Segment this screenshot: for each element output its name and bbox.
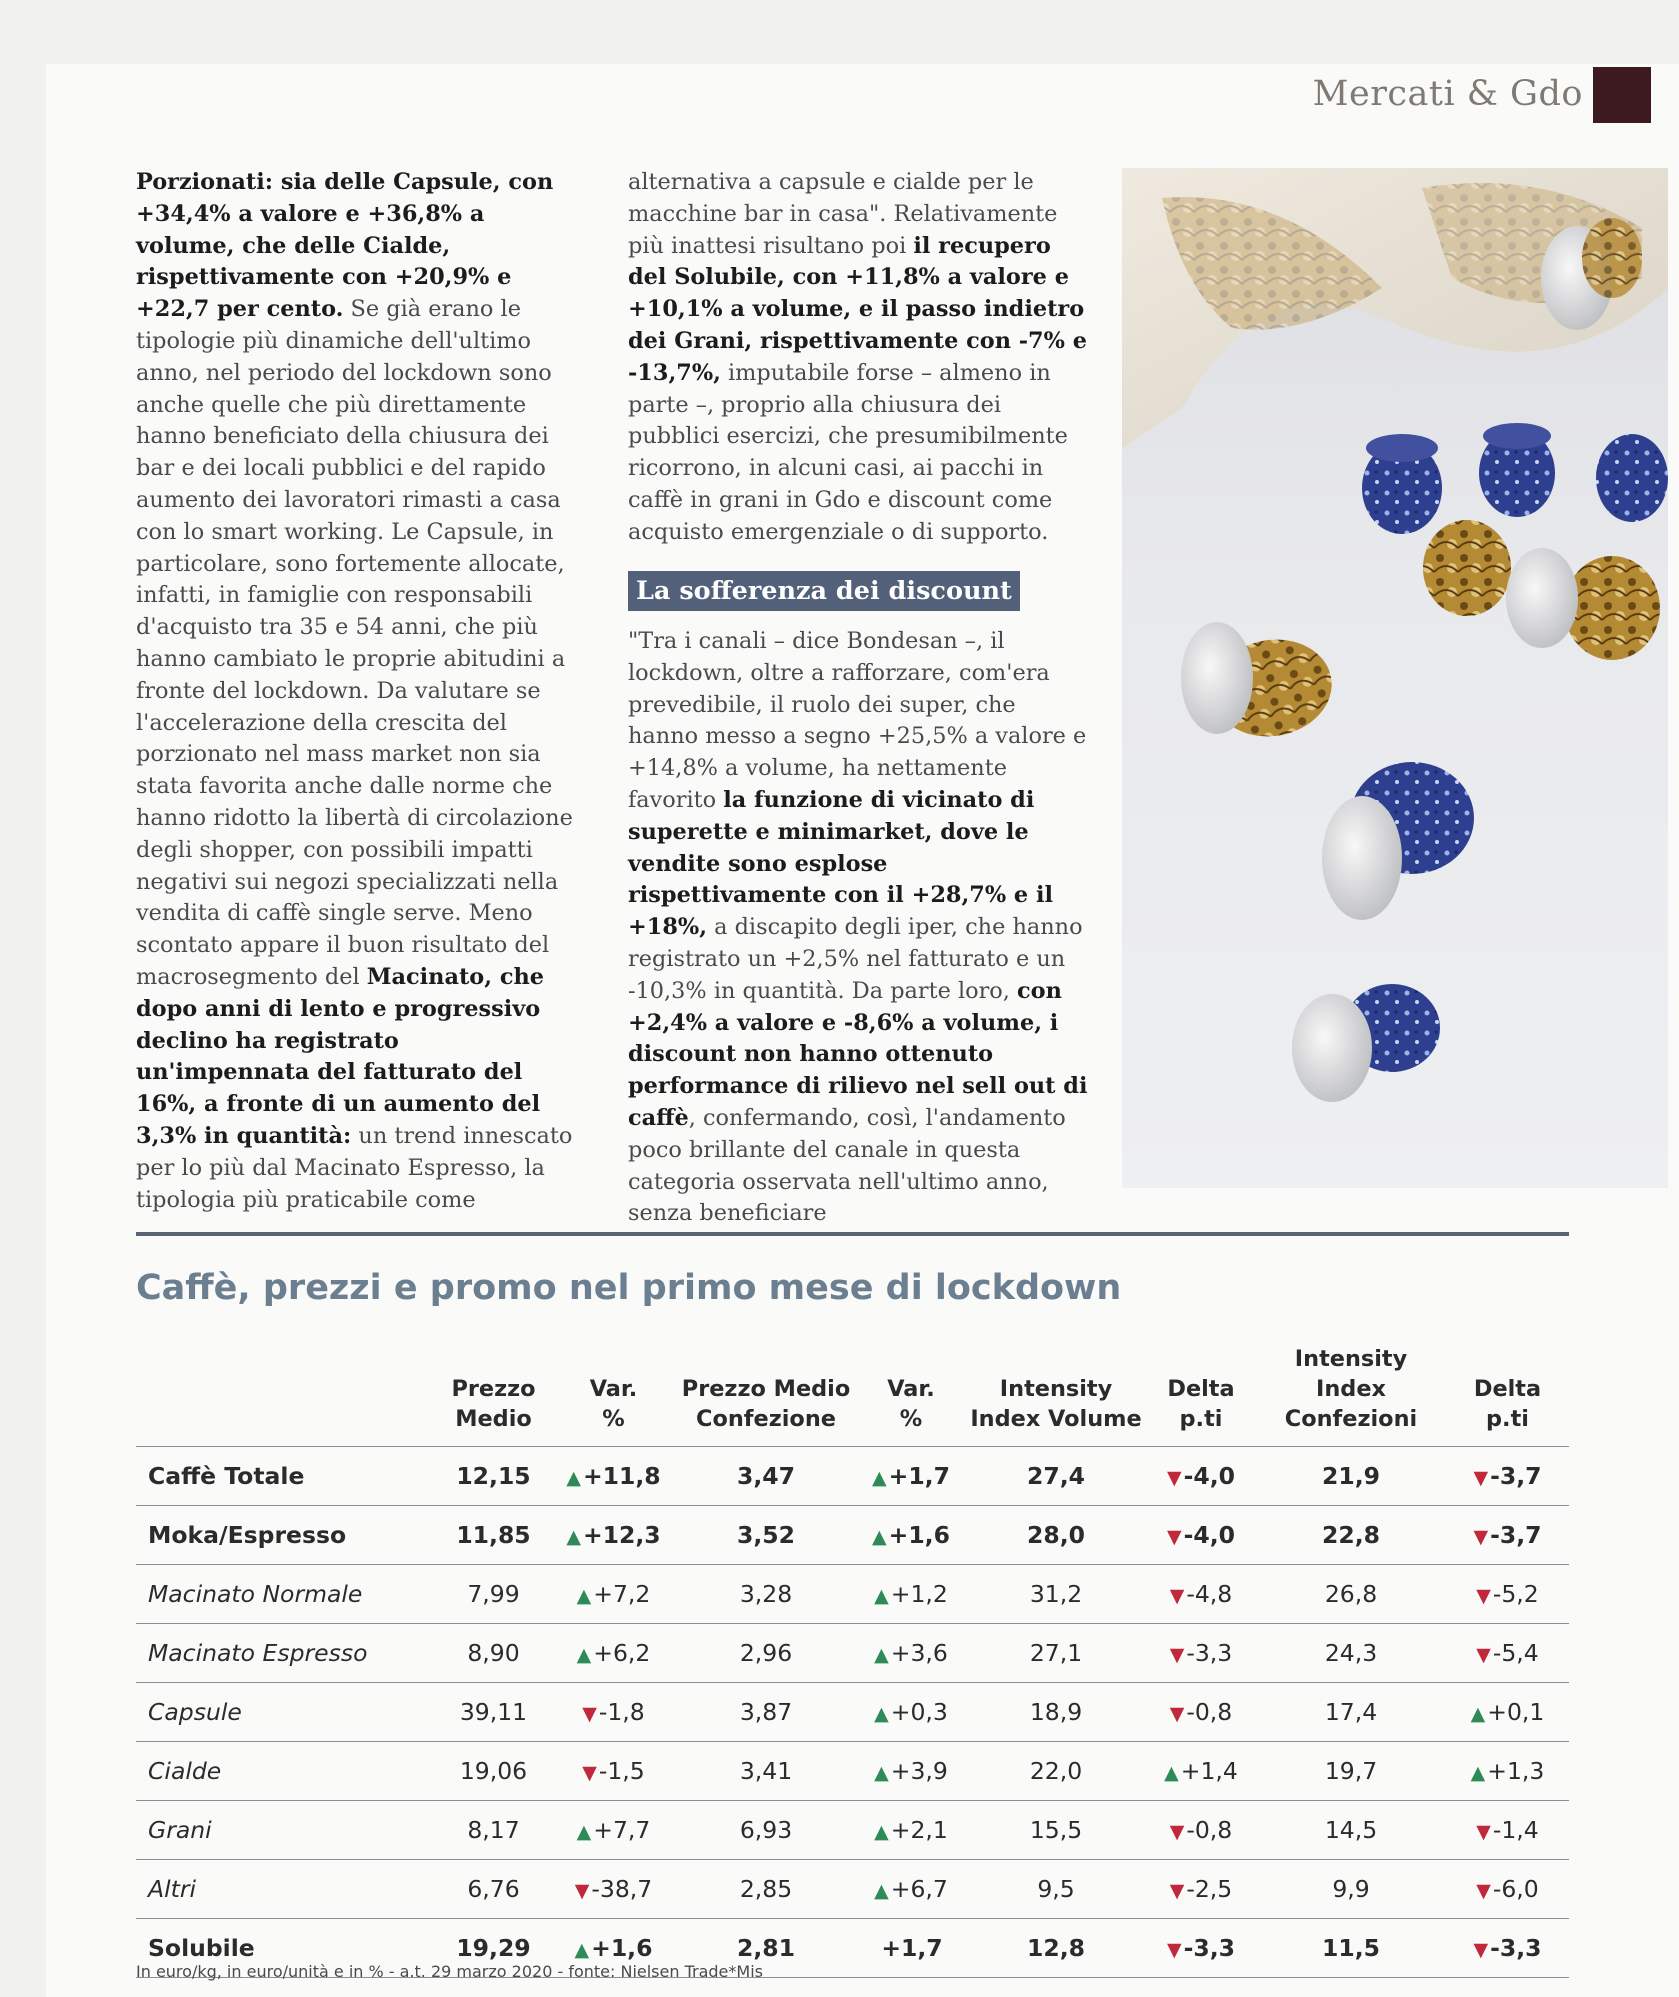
change-cell [1146,1506,1256,1565]
header-delta: Delta p.ti [1167,1376,1235,1432]
change-cell [1446,1565,1569,1624]
change-cell [1146,1683,1256,1742]
value-cell: 11,85 [436,1506,551,1565]
change-cell [1446,1624,1569,1683]
header-var: Var. % [589,1376,638,1432]
change-cell [551,1624,676,1683]
change-cell [551,1801,676,1860]
change-value: +0,3 [890,1698,948,1726]
change-cell [856,1447,966,1506]
header-delta-2: Delta p.ti [1473,1376,1542,1432]
change-value: +3,6 [890,1639,948,1667]
value-cell: 8,90 [436,1624,551,1683]
change-cell [856,1801,966,1860]
change-cell [551,1683,676,1742]
change-value: -3,3 [1490,1934,1542,1962]
change-value: +1,7 [881,1934,943,1962]
change-value: +7,7 [593,1816,651,1844]
value-cell: 3,52 [676,1506,856,1565]
price-table [136,1344,1569,1978]
body-text: "Tra i canali – dice Bondesan –, il lockdown, oltre a rafforzare, com'era prevedibile, il ruolo dei super, che hanno messo a segno +25,5% a valore e +14,8% a volume, ha nettamente favorito [628,628,1087,813]
arrow-down-icon: ▼ [1169,1644,1185,1666]
change-value: -5,2 [1492,1580,1539,1608]
article-column-2-top [628,167,1088,549]
header-empty [136,1344,436,1447]
arrow-down-icon: ▼ [1166,1467,1182,1489]
change-cell [1446,1447,1569,1506]
row-label: Cialde [136,1742,436,1801]
change-cell [551,1506,676,1565]
value-cell: 15,5 [966,1801,1146,1860]
change-value: -5,4 [1492,1639,1539,1667]
change-cell [856,1565,966,1624]
value-cell: 39,11 [436,1683,551,1742]
header-intensity-confezioni: Intensity Index Confezioni [1284,1346,1418,1432]
article-column-2-bottom [628,626,1088,1230]
row-label: Altri [136,1860,436,1919]
value-cell: 14,5 [1256,1801,1446,1860]
row-label: Solubile [136,1919,436,1978]
change-cell [551,1860,676,1919]
bold-lead: Porzionati: sia delle Capsule, con +34,4% a valore e +36,8% a volume, che delle Cialde, rispettivamente con +20,9% e +22,7 per cento. [136,169,554,323]
value-cell: 26,8 [1256,1565,1446,1624]
change-value: +6,2 [593,1639,651,1667]
arrow-up-icon: ▲ [574,1939,590,1961]
arrow-down-icon: ▼ [1476,1880,1491,1902]
change-cell [1146,1624,1256,1683]
change-cell [1446,1506,1569,1565]
value-cell: 3,28 [676,1565,856,1624]
change-cell [856,1742,966,1801]
body-text: un trend innescato per lo più dal Macinato Espresso, la tipologia più praticabile come [136,1122,573,1213]
change-cell [856,1919,966,1978]
change-value: -3,7 [1490,1521,1542,1549]
bold-text: la funzione di vicinato di superette e minimarket, dove le vendite sono esplose rispettivamente con il +28,7% e il +18%, [628,786,1053,941]
change-value: +1,2 [890,1580,948,1608]
value-cell: 21,9 [1256,1447,1446,1506]
change-value: -2,5 [1186,1875,1233,1903]
change-value: +1,3 [1487,1757,1545,1785]
change-cell [1446,1860,1569,1919]
change-cell [1146,1919,1256,1978]
body-text: alternativa a capsule e cialde per le macchine bar in casa". Relativamente più inattesi risultano poi [628,169,1058,259]
arrow-down-icon: ▼ [1169,1585,1185,1607]
value-cell: 12,15 [436,1447,551,1506]
value-cell: 27,1 [966,1624,1146,1683]
change-value: -3,3 [1183,1934,1235,1962]
change-value: -4,8 [1186,1580,1233,1608]
row-label: Capsule [136,1683,436,1742]
arrow-down-icon: ▼ [582,1703,597,1725]
change-value: +0,1 [1487,1698,1545,1726]
change-value: +2,1 [890,1816,948,1844]
value-cell: 24,3 [1256,1624,1446,1683]
bold-text: Macinato, che dopo anni di lento e progressivo declino ha registrato un'impennata del fatturato del 16%, a fronte di un aumento del 3,3% in quantità: [136,963,544,1149]
header-prezzo-medio: Prezzo Medio [451,1376,536,1432]
header-var-2: Var. % [887,1376,935,1432]
arrow-down-icon: ▼ [1166,1939,1182,1961]
change-value: -3,3 [1186,1639,1233,1667]
arrow-down-icon: ▼ [1476,1644,1491,1666]
value-cell: 2,85 [676,1860,856,1919]
change-value: -1,5 [598,1757,645,1785]
value-cell: 27,4 [966,1447,1146,1506]
change-value: -4,0 [1183,1521,1235,1549]
change-value: -6,0 [1492,1875,1539,1903]
row-label: Grani [136,1801,436,1860]
arrow-down-icon: ▼ [1169,1703,1185,1725]
arrow-down-icon: ▼ [1476,1585,1491,1607]
value-cell: 3,41 [676,1742,856,1801]
value-cell: 3,47 [676,1447,856,1506]
coffee-capsules-photo [1122,168,1668,1188]
arrow-down-icon: ▼ [1476,1821,1491,1843]
arrow-down-icon: ▼ [1473,1526,1489,1548]
change-value: +3,9 [890,1757,948,1785]
section-color-block [1593,67,1651,123]
table-row [136,1506,1569,1565]
change-value: -1,4 [1492,1816,1539,1844]
change-value: +1,6 [591,1934,653,1962]
change-value: +6,7 [890,1875,948,1903]
arrow-up-icon: ▲ [874,1703,889,1725]
value-cell: 28,0 [966,1506,1146,1565]
arrow-down-icon: ▼ [1166,1526,1182,1548]
table-row [136,1565,1569,1624]
row-label: Moka/Espresso [136,1506,436,1565]
table-row [136,1447,1569,1506]
arrow-down-icon: ▼ [1169,1880,1185,1902]
row-label: Macinato Espresso [136,1624,436,1683]
header-prezzo-confezione: Prezzo Medio Confezione [681,1376,851,1432]
body-text: a discapito degli iper, che hanno registrato un +2,5% nel fatturato e un -10,3% in quantità. Da parte loro, [628,914,1083,1004]
arrow-up-icon: ▲ [1470,1703,1486,1725]
change-cell [856,1683,966,1742]
arrow-up-icon: ▲ [566,1467,581,1489]
value-cell: 12,8 [966,1919,1146,1978]
arrow-up-icon: ▲ [874,1762,889,1784]
body-text: imputabile forse – almeno in parte –, proprio alla chiusura dei pubblici esercizi, che presumibilmente ricorrono, in alcuni casi, ai pacchi in caffè in grani in Gdo e discount come acquisto emergenziale o di supporto. [628,359,1068,545]
change-value: +1,6 [888,1521,950,1549]
arrow-down-icon: ▼ [574,1880,590,1902]
arrow-up-icon: ▲ [1470,1762,1486,1784]
change-cell [1146,1447,1256,1506]
value-cell: 9,5 [966,1860,1146,1919]
arrow-up-icon: ▲ [576,1585,592,1607]
change-cell [1146,1565,1256,1624]
change-value: +7,2 [593,1580,651,1608]
arrow-down-icon: ▼ [582,1762,597,1784]
table-footnote: In euro/kg, in euro/unità e in % - a.t. 29 marzo 2020 - fonte: Nielsen Trade*Mis [136,1962,763,1981]
arrow-up-icon: ▲ [872,1467,887,1489]
body-text: , confermando, così, l'andamento poco brillante del canale in questa categoria osservata nell'ultimo anno, senza beneficiare [628,1104,1066,1227]
column-2-paragraph-2 [628,626,1088,1230]
value-cell: 31,2 [966,1565,1146,1624]
arrow-up-icon: ▲ [576,1644,592,1666]
change-value: +1,7 [888,1462,950,1490]
change-cell [1146,1801,1256,1860]
column-2-paragraph [628,167,1088,549]
change-value: -1,8 [598,1698,645,1726]
change-cell [1146,1860,1256,1919]
arrow-up-icon: ▲ [566,1526,581,1548]
table-title: Caffè, prezzi e promo nel primo mese di lockdown [136,1268,1122,1308]
arrow-up-icon: ▲ [874,1880,889,1902]
arrow-up-icon: ▲ [1164,1762,1179,1784]
change-cell [1146,1742,1256,1801]
bold-text: con +2,4% a valore e -8,6% a volume, i discount non hanno ottenuto performance di rilievo nel sell out di caffè [628,977,1088,1131]
arrow-up-icon: ▲ [576,1821,592,1843]
value-cell: 2,96 [676,1624,856,1683]
value-cell: 6,93 [676,1801,856,1860]
table-header-row [136,1344,1569,1447]
change-cell [856,1624,966,1683]
value-cell: 11,5 [1256,1919,1446,1978]
arrow-up-icon: ▲ [874,1644,889,1666]
table-row [136,1742,1569,1801]
article-column-1 [136,167,576,1216]
change-value: -0,8 [1186,1816,1233,1844]
arrow-up-icon: ▲ [874,1821,889,1843]
value-cell: 9,9 [1256,1860,1446,1919]
change-value: -38,7 [591,1875,653,1903]
value-cell: 22,8 [1256,1506,1446,1565]
value-cell: 19,7 [1256,1742,1446,1801]
value-cell: 8,17 [436,1801,551,1860]
change-value: -0,8 [1186,1698,1233,1726]
row-label: Caffè Totale [136,1447,436,1506]
change-cell [1446,1683,1569,1742]
subheading: La sofferenza dei discount [628,571,1020,611]
change-value: +11,8 [582,1462,661,1490]
change-cell [856,1506,966,1565]
body-text: Se già erano le tipologie più dinamiche dell'ultimo anno, nel periodo del lockdown sono anche quelle che più direttamente hanno beneficiato della chiusura dei bar e dei locali pubblici e del rapido aumento dei lavoratori rimasti a casa con lo smart working. Le Capsule, in particolare, sono fortemente allocate, infatti, in famiglie con responsabili d'acquisto tra 35 e 54 anni, che più hanno cambiato le proprie abitudini a fronte del lockdown. Da valutare se l'accelerazione della crescita del porzionato nel mass market non sia stata favorita anche dalle norme che hanno ridotto la libertà di circolazione degli shopper, con possibili impatti negativi sui negozi specializzati nella vendita di caffè single serve. Meno scontato appare il buon risultato del macrosegmento del [136,296,573,990]
value-cell: 3,87 [676,1683,856,1742]
value-cell: 17,4 [1256,1683,1446,1742]
value-cell: 6,76 [436,1860,551,1919]
table-row [136,1860,1569,1919]
column-1-paragraph [136,167,576,1216]
arrow-down-icon: ▼ [1473,1939,1489,1961]
row-label: Macinato Normale [136,1565,436,1624]
arrow-down-icon: ▼ [1473,1467,1489,1489]
value-cell: 19,06 [436,1742,551,1801]
table-row [136,1683,1569,1742]
value-cell: 19,29 [436,1919,551,1978]
table-top-rule [136,1232,1569,1236]
change-cell [856,1860,966,1919]
change-cell [551,1565,676,1624]
change-value: +1,4 [1180,1757,1238,1785]
change-value: +12,3 [582,1521,661,1549]
change-value: -4,0 [1183,1462,1235,1490]
value-cell: 2,81 [676,1919,856,1978]
bold-text: il recupero del Solubile, con +11,8% a valore e +10,1% a volume, e il passo indietro dei Grani, rispettivamente con -7% e -13,7%, [628,232,1087,386]
change-cell [551,1447,676,1506]
table-row [136,1801,1569,1860]
change-cell [1446,1801,1569,1860]
change-value: -3,7 [1490,1462,1542,1490]
value-cell: 22,0 [966,1742,1146,1801]
arrow-down-icon: ▼ [1169,1821,1185,1843]
change-cell [1446,1742,1569,1801]
section-header: Mercati & Gdo [1312,74,1583,114]
change-cell [1446,1919,1569,1978]
value-cell: 18,9 [966,1683,1146,1742]
value-cell: 7,99 [436,1565,551,1624]
change-cell [551,1742,676,1801]
header-intensity-volume: Intensity Index Volume [970,1376,1142,1432]
arrow-up-icon: ▲ [872,1526,887,1548]
arrow-up-icon: ▲ [874,1585,889,1607]
capsules-illustration [1122,168,1668,1188]
table-row [136,1624,1569,1683]
